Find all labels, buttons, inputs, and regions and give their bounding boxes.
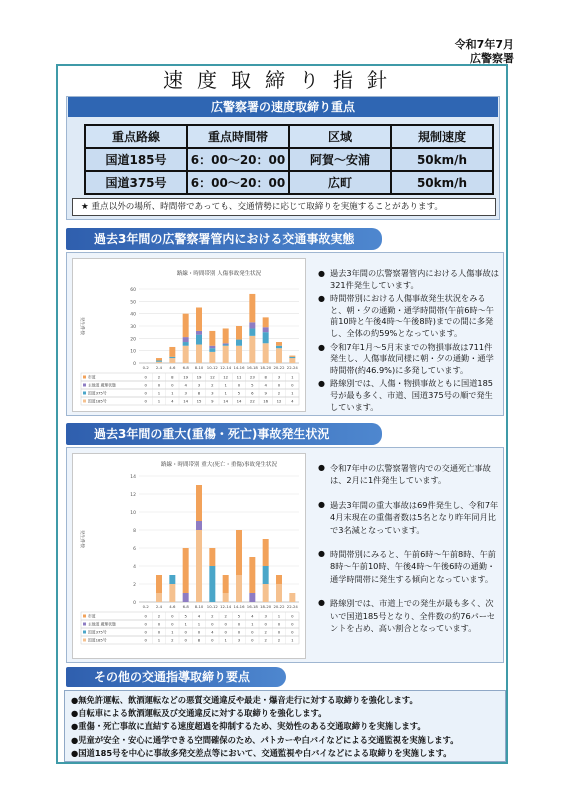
bar-segment xyxy=(249,593,255,602)
data-label: 1 xyxy=(184,621,187,627)
bar-segment xyxy=(249,294,255,322)
chart-title: 路線・時間帯別 人傷事故発生状況 xyxy=(176,271,262,277)
x-tick-label: 16-18 xyxy=(246,365,258,370)
priority-cell: 6：00～20：00 xyxy=(187,148,289,171)
data-label: 3 xyxy=(264,613,267,619)
bar-segment xyxy=(209,348,215,352)
data-label: 15 xyxy=(196,398,202,404)
data-label: 9 xyxy=(211,398,214,404)
section3-list xyxy=(64,690,506,762)
x-tick-label: 8-10 xyxy=(194,604,204,609)
bar-segment xyxy=(236,575,242,602)
section1-bullet: ● 時間帯別における人傷事故発生状況をみると、朝・夕の通勤・通学時間帯(午前6時～午前10時と午後4時～午後8時)までの間に多発し、全体の約59%となっています。 xyxy=(318,293,500,339)
data-label: 0 xyxy=(237,382,241,388)
bar-segment xyxy=(263,332,269,343)
bar-segment xyxy=(209,352,215,363)
bar-segment xyxy=(156,358,162,360)
section1-heading: 過去3年間の広警察署管内における交通事故実態 xyxy=(66,228,382,250)
section2-bullets xyxy=(318,462,500,636)
bar-segment xyxy=(183,548,189,593)
data-label: 0 xyxy=(144,613,147,619)
data-label: 0 xyxy=(291,621,294,627)
data-label: 0 xyxy=(224,629,227,635)
series-name: 主地道 廣理状態 xyxy=(88,621,116,627)
priority-table xyxy=(84,124,494,195)
issuing-organization: 広警察署 xyxy=(470,52,514,65)
data-label: 0 xyxy=(144,637,147,643)
data-label: 5 xyxy=(237,390,241,396)
priority-cell: 50km/h xyxy=(391,148,493,171)
section2-bullet: ● 過去3年間の重大事故は69件発生し、令和7年4月末現在の重傷者数は5名となり昨年同月比で3名減となっています。 xyxy=(318,499,500,536)
data-label: 0 xyxy=(144,398,147,404)
data-label: 14 xyxy=(223,398,229,404)
bar-segment xyxy=(196,308,202,331)
bar-segment xyxy=(289,356,295,357)
bar-segment xyxy=(249,328,255,335)
data-label: 4 xyxy=(211,629,214,635)
bar-segment xyxy=(156,362,162,363)
data-label: 8 xyxy=(197,390,201,396)
data-label: 0 xyxy=(224,621,227,627)
y-tick-label: 14 xyxy=(130,475,136,480)
data-label: 4 xyxy=(251,613,254,619)
bar-segment xyxy=(263,317,269,327)
x-tick-label: 20-22 xyxy=(273,365,285,370)
bar-segment xyxy=(263,584,269,602)
section3-item: ●自転車による飲酒運転及び交通違反に対する取締りを強化します。 xyxy=(71,708,327,719)
data-label: 0 xyxy=(291,629,294,635)
data-label: 0 xyxy=(184,637,187,643)
data-label: 1 xyxy=(251,621,254,627)
bar-segment xyxy=(196,345,202,364)
data-label: 1 xyxy=(224,637,227,643)
chart2-svg xyxy=(73,454,305,658)
bar-segment xyxy=(263,343,269,363)
priority-cell: 阿賀～安浦 xyxy=(289,148,391,171)
section2-bullet: ● 路線別では、市道上での発生が最も多く、次いで国道185号となり、全件数の約76パーセントを占め、高い割合となっています。 xyxy=(318,597,500,634)
x-tick-label: 0-2 xyxy=(142,604,149,609)
x-tick-label: 14-16 xyxy=(233,365,245,370)
data-label: 1 xyxy=(157,390,161,396)
x-tick-label: 14-16 xyxy=(233,604,245,609)
bar-segment xyxy=(249,322,255,328)
bar-segment xyxy=(223,345,229,346)
series-name: 市道 xyxy=(88,613,96,619)
legend-swatch xyxy=(83,615,86,618)
y-tick-label: 20 xyxy=(130,337,136,343)
section3-item: ●重傷・死亡事故に直結する速度超過を抑制するため、実効性のある交通取締りを実施します。 xyxy=(71,721,426,732)
section1-bullets xyxy=(318,268,500,415)
series-name: 国道375号 xyxy=(88,629,107,635)
section3-item: ●国道185号を中心に事故多発交差点等において、交通監視や白バイなどによる取締りを実施します。 xyxy=(71,747,452,758)
legend-swatch xyxy=(83,376,86,379)
data-label: 16 xyxy=(263,398,269,404)
series-name: 市道 xyxy=(88,374,96,380)
x-tick-label: 20-22 xyxy=(273,604,285,609)
data-label: 0 xyxy=(144,621,147,627)
legend-swatch xyxy=(83,392,86,395)
bar-segment xyxy=(183,314,189,337)
section1-bullet: ● 路線別では、人傷・物損事故ともに国道185号が最も多く、市道、国道375号の順で発生しています。 xyxy=(318,378,500,413)
data-label: 0 xyxy=(277,382,281,388)
data-label: 0 xyxy=(211,621,214,627)
bar-segment xyxy=(196,530,202,602)
x-tick-label: 10-12 xyxy=(206,365,218,370)
data-label: 0 xyxy=(277,621,281,627)
data-label: 8 xyxy=(197,637,201,643)
data-label: 22 xyxy=(249,398,255,404)
data-label: 2 xyxy=(224,613,227,619)
data-label: 4 xyxy=(264,382,267,388)
data-label: 1 xyxy=(291,390,294,396)
series-name: 国道185号 xyxy=(88,637,107,643)
bar-segment xyxy=(263,566,269,584)
bar-segment xyxy=(169,584,175,602)
data-label: 2 xyxy=(157,374,161,380)
data-label: 6 xyxy=(251,390,254,396)
bar-segment xyxy=(196,331,202,335)
bar-segment xyxy=(223,328,229,343)
x-tick-label: 8-10 xyxy=(194,365,204,370)
bar-segment xyxy=(223,343,229,344)
data-label: 0 xyxy=(197,629,201,635)
section2-bullet: ● 時間帯別にみると、午前6時～午前8時、午前8時～午前10時、午後4時～午後6時の通勤・通学時間帯に発生する傾向となっています。 xyxy=(318,548,500,585)
bar-segment xyxy=(169,358,175,363)
data-label: 0 xyxy=(144,629,147,635)
y-tick-label: 4 xyxy=(133,565,136,570)
data-label: 12 xyxy=(276,398,282,404)
bar-segment xyxy=(236,340,242,346)
data-label: 0 xyxy=(144,390,147,396)
section3-item: ●無免許運転、飲酒運転などの悪質交通違反や最走・爆音走行に対する取締りを強化します。 xyxy=(71,695,418,705)
bar-segment xyxy=(223,593,229,602)
data-label: 0 xyxy=(171,382,174,388)
data-label: 3 xyxy=(184,390,187,396)
x-tick-label: 12-14 xyxy=(220,365,232,370)
y-tick-label: 30 xyxy=(130,325,136,330)
x-tick-label: 22-24 xyxy=(286,365,298,370)
y-tick-label: 50 xyxy=(130,300,136,306)
data-label: 12 xyxy=(223,374,229,380)
data-label: 0 xyxy=(251,637,254,643)
data-label: 14 xyxy=(183,398,189,404)
data-label: 8 xyxy=(171,374,174,380)
x-tick-label: 0-2 xyxy=(142,365,149,370)
bar-segment xyxy=(156,593,162,602)
section2-heading: 過去3年間の重大(重傷・死亡)事故発生状況 xyxy=(66,423,382,445)
data-label: 0 xyxy=(277,629,281,635)
bar-segment xyxy=(276,348,282,363)
data-label: 12 xyxy=(209,374,215,380)
x-tick-label: 4-6 xyxy=(169,604,176,609)
data-label: 3 xyxy=(211,390,214,396)
x-tick-label: 12-14 xyxy=(220,604,232,609)
y-tick-label: 40 xyxy=(130,312,136,318)
data-label: 0 xyxy=(237,621,241,627)
bar-segment xyxy=(169,575,175,584)
data-label: 11 xyxy=(236,374,242,380)
bar-segment xyxy=(276,575,282,584)
bar-segment xyxy=(169,357,175,358)
data-label: 2 xyxy=(264,629,267,635)
data-label: 2 xyxy=(264,637,267,643)
y-axis-label: 発生件数 xyxy=(79,317,84,335)
x-tick-label: 6-8 xyxy=(182,604,189,609)
bar-segment xyxy=(263,539,269,566)
data-label: 0 xyxy=(157,382,161,388)
bar-segment xyxy=(236,326,242,340)
data-label: 4 xyxy=(171,398,174,404)
bar-segment xyxy=(223,575,229,593)
priority-col-area: 区域 xyxy=(289,125,391,148)
bar-segment xyxy=(183,593,189,602)
x-tick-label: 18-20 xyxy=(260,604,272,609)
data-label: 19 xyxy=(183,374,189,380)
document-date: 令和7年7月 xyxy=(454,38,514,51)
bar-segment xyxy=(196,485,202,521)
data-label: 9 xyxy=(264,390,267,396)
bar-segment xyxy=(196,521,202,530)
section3-item: ●児童が安全・安心に通学できる空間確保のため、パトカーや白バイなどによる交通監視を実施します。 xyxy=(71,734,459,745)
priority-cell: 国道185号 xyxy=(85,148,187,171)
section3-heading: その他の交通指導取締り要点 xyxy=(66,667,286,687)
data-label: 4 xyxy=(197,613,201,619)
data-label: 5 xyxy=(184,613,187,619)
data-label: 1 xyxy=(157,637,161,643)
data-label: 0 xyxy=(144,382,147,388)
data-label: 23 xyxy=(249,374,255,380)
bar-segment xyxy=(209,346,215,348)
priority-col-time: 重点時間帯 xyxy=(187,125,289,148)
legend-swatch xyxy=(83,639,86,642)
data-label: 0 xyxy=(251,629,254,635)
data-label: 1 xyxy=(197,621,201,627)
chart1-svg xyxy=(73,259,305,411)
data-label: 1 xyxy=(291,637,294,643)
priority-heading: 広警察署の速度取締り重点 xyxy=(68,97,498,117)
priority-col-route: 重点路線 xyxy=(85,125,187,148)
y-tick-label: 0 xyxy=(133,362,136,367)
bar-segment xyxy=(289,357,295,358)
bar-segment xyxy=(276,584,282,602)
chart1-box xyxy=(72,258,306,412)
legend-swatch xyxy=(83,400,86,403)
data-label: 0 xyxy=(291,382,294,388)
x-tick-label: 2-4 xyxy=(155,365,163,370)
data-label: 8 xyxy=(264,374,267,380)
bar-segment xyxy=(276,346,282,348)
bar-segment xyxy=(263,327,269,332)
priority-col-speed: 規制速度 xyxy=(391,125,493,148)
y-axis-label: 発生件数 xyxy=(79,530,84,548)
data-label: 5 xyxy=(251,382,254,388)
bar-segment xyxy=(289,593,295,602)
bar-segment xyxy=(236,346,242,363)
x-tick-label: 18-20 xyxy=(260,365,272,370)
data-label: 2 xyxy=(211,382,214,388)
legend-swatch xyxy=(83,384,86,387)
section2-bullet: ● 令和7年中の広警察署管内での交通死亡事故は、2月に1件発生しています。 xyxy=(318,462,500,487)
bar-segment xyxy=(169,347,175,357)
data-label: 0 xyxy=(211,637,214,643)
priority-cell: 50km/h xyxy=(391,171,493,194)
y-tick-label: 10 xyxy=(130,511,136,516)
data-label: 0 xyxy=(264,621,267,627)
data-label: 0 xyxy=(144,374,147,380)
section1-bullet: ● 令和7年1月～5月末までの物損事故は711件発生し、人傷事故同様に朝・夕の通勤・通学時間帯(約46.9%)に多発しています。 xyxy=(318,342,500,377)
x-tick-label: 16-18 xyxy=(246,604,258,609)
bar-segment xyxy=(183,337,189,342)
x-tick-label: 10-12 xyxy=(206,604,218,609)
data-label: 0 xyxy=(171,613,174,619)
data-label: 3 xyxy=(237,637,241,643)
x-tick-label: 6-8 xyxy=(182,365,189,370)
bar-segment xyxy=(183,346,189,363)
y-tick-label: 60 xyxy=(130,288,136,293)
x-tick-label: 4-6 xyxy=(169,365,176,370)
bar-segment xyxy=(289,358,295,363)
data-label: 0 xyxy=(157,629,161,635)
data-label: 1 xyxy=(171,390,174,396)
y-tick-label: 6 xyxy=(133,547,136,552)
data-label: 3 xyxy=(277,374,281,380)
data-label: 1 xyxy=(277,613,281,619)
y-tick-label: 2 xyxy=(133,583,136,588)
data-label: 4 xyxy=(291,398,294,404)
bar-segment xyxy=(249,336,255,363)
data-label: 0 xyxy=(237,629,241,635)
bar-segment xyxy=(209,566,215,602)
priority-cell: 広町 xyxy=(289,171,391,194)
bar-segment xyxy=(209,548,215,566)
data-label: 1 xyxy=(224,390,227,396)
priority-cell: 国道375号 xyxy=(85,171,187,194)
bar-segment xyxy=(183,342,189,346)
data-label: 2 xyxy=(211,613,214,619)
legend-swatch xyxy=(83,623,86,626)
data-label: 2 xyxy=(171,637,174,643)
bar-segment xyxy=(196,335,202,345)
data-label: 5 xyxy=(237,613,241,619)
data-label: 3 xyxy=(197,382,201,388)
data-label: 0 xyxy=(291,613,294,619)
series-name: 国道375号 xyxy=(88,390,107,396)
data-label: 1 xyxy=(157,398,161,404)
document-header xyxy=(455,38,514,66)
priority-note: ★ 重点以外の場所、時間帯であっても、交通情勢に応じて取締りを実施することがあります。 xyxy=(72,198,496,216)
data-label: 19 xyxy=(196,374,202,380)
y-tick-label: 10 xyxy=(130,349,136,355)
data-label: 2 xyxy=(277,637,281,643)
x-tick-label: 22-24 xyxy=(286,604,298,609)
bar-segment xyxy=(276,342,282,346)
bar-segment xyxy=(156,361,162,362)
data-label: 0 xyxy=(157,621,161,627)
chart-title: 路線・時間帯別 重大(死亡・重傷)事故発生状況 xyxy=(160,462,278,468)
bar-segment xyxy=(223,346,229,363)
bar-segment xyxy=(209,331,215,346)
page-title: 速度取締り指針 xyxy=(163,68,401,92)
legend-swatch xyxy=(83,631,86,634)
series-name: 主地道 廣理状態 xyxy=(88,382,116,388)
data-label: 4 xyxy=(184,382,187,388)
data-label: 1 xyxy=(224,382,227,388)
y-tick-label: 0 xyxy=(133,601,136,606)
bar-segment xyxy=(249,557,255,593)
data-label: 2 xyxy=(277,390,281,396)
x-tick-label: 2-4 xyxy=(155,604,163,609)
data-label: 0 xyxy=(184,629,187,635)
data-label: 2 xyxy=(157,613,161,619)
priority-cell: 6：00～20：00 xyxy=(187,171,289,194)
section1-bullet: ● 過去3年間の広警察署管内における人傷事故は321件発生しています。 xyxy=(318,268,500,291)
data-label: 0 xyxy=(171,621,174,627)
chart2-box xyxy=(72,453,306,659)
data-label: 1 xyxy=(291,374,294,380)
data-label: 14 xyxy=(236,398,242,404)
bar-segment xyxy=(236,530,242,575)
bar-segment xyxy=(156,575,162,593)
y-tick-label: 8 xyxy=(133,529,136,534)
data-label: 1 xyxy=(171,629,174,635)
series-name: 国道185号 xyxy=(88,398,107,404)
y-tick-label: 12 xyxy=(130,493,136,498)
